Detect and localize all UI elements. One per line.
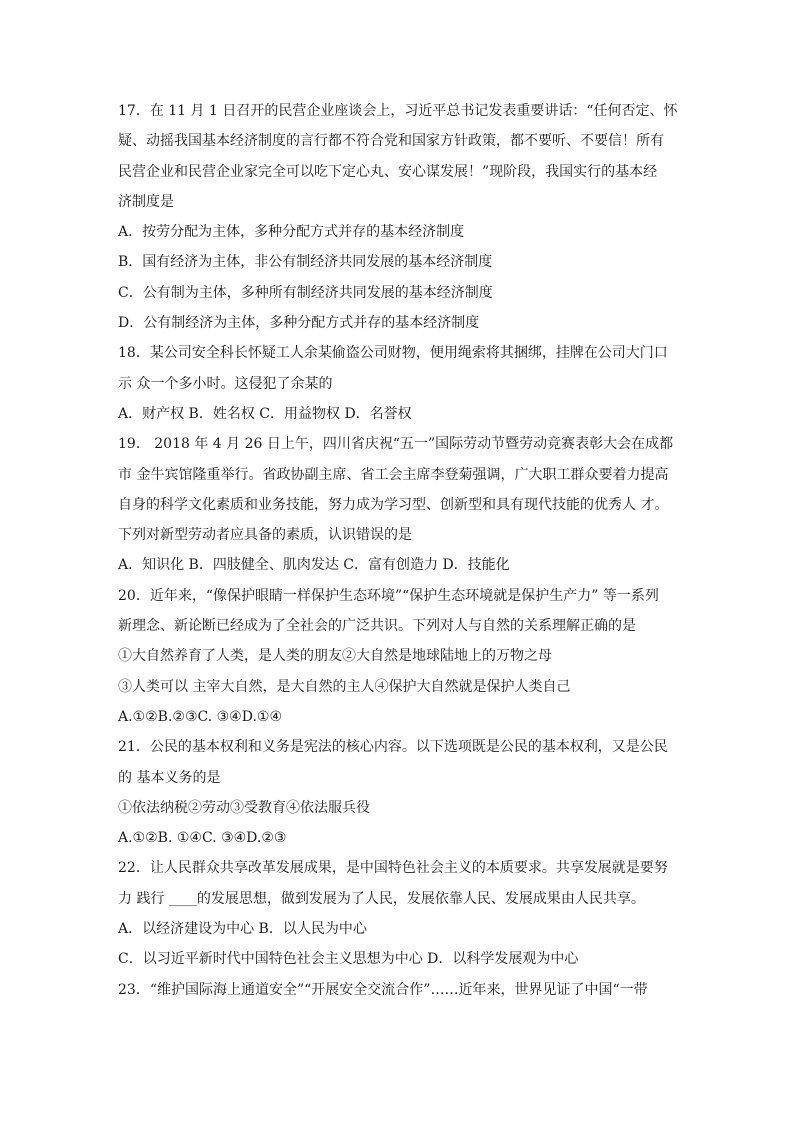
text-line-15: 下列对新型劳动者应具备的素质，认识错误的是 [118,527,412,544]
text-line-6: B．国有经济为主体，非公有制经济共同发展的基本经济制度 [118,254,493,271]
text-line-28: A．以经济建设为中心 B．以人民为中心 [118,921,367,938]
text-line-20: ③人类可以 主宰大自然，是大自然的主人④保护大自然就是保护人类自己 [118,678,571,695]
text-line-4: 济制度是 [118,193,174,210]
text-line-17: 20．近年来，“像保护眼睛一样保护生态环境”“保护生态环境就是保护生产力” 等一系列 [118,587,659,604]
text-line-18: 新理念、新论断已经成为了全社会的广泛共识。下列对人与自然的关系理解正确的是 [118,618,636,635]
text-line-8: D．公有制经济为主体，多种分配方式并存的基本经济制度 [118,315,480,332]
text-line-11: A．财产权 B．姓名权 C．用益物权 D．名誉权 [118,405,412,422]
text-line-2: 疑、动摇我国基本经济制度的言行都不符合党和国家方针政策，都不要听、不要信！所有 [118,133,664,150]
text-line-29: C．以习近平新时代中国特色社会主义思想为中心 D．以科学发展观为中心 [118,951,579,968]
text-line-5: A．按劳分配为主体，多种分配方式并存的基本经济制度 [118,224,465,241]
text-line-13: 市 金牛宾馆隆重举行。省政协副主席、省工会主席李登菊强调，广大职工群众要着力提高 [118,466,669,483]
text-line-30: 23．“维护国际海上通道安全”“开展安全交流合作”……近年来，世界见证了中国“一带 [118,981,648,998]
text-line-1: 17．在 11 月 1 日召开的民营企业座谈会上，习近平总书记发表重要讲话：“任何否定、怀 [118,103,678,119]
text-line-16: A．知识化 B．四肢健全、肌肉发达 C．富有创造力 D．技能化 [118,557,510,574]
text-line-9: 18．某公司安全科长怀疑工人余某偷盗公司财物，便用绳索将其捆绑，挂牌在公司大门口 [118,345,668,362]
text-line-21: A.①②B.②③C. ③④D.①④ [118,708,282,725]
text-line-26: 22．让人民群众共享改革发展成果，是中国特色社会主义的本质要求。共享发展就是要努 [118,860,668,877]
text-line-24: ①依法纳税②劳动③受教育④依法服兵役 [118,799,370,816]
text-line-12: 19． 2018 年 4 月 26 日上午，四川省庆祝“五一”国际劳动节暨劳动竞赛表彰大会在成都 [118,436,674,453]
document-page [118,96,678,1005]
text-line-19: ①大自然养育了人类，是人类的朋友②大自然是地球陆地上的万物之母 [118,648,552,665]
text-line-25: A.①②B. ①④C. ③④D.②③ [118,830,287,847]
text-line-22: 21．公民的基本权利和义务是宪法的核心内容。以下选项既是公民的基本权利，又是公民 [118,739,668,756]
text-line-3: 民营企业和民营企业家完全可以吃下定心丸、安心谋发展！”现阶段，我国实行的基本经 [118,163,658,180]
text-line-27: 力 践行 ____的发展思想，做到发展为了人民，发展依靠人民、发展成果由人民共享。 [118,890,645,907]
text-line-10: 示 众一个多小时。这侵犯了余某的 [118,375,333,392]
text-line-7: C．公有制为主体，多种所有制经济共同发展的基本经济制度 [118,284,493,301]
text-line-14: 自身的科学文化素质和业务技能，努力成为学习型、创新型和具有现代技能的优秀人 才。 [118,496,669,513]
text-line-23: 的 基本义务的是 [118,769,221,786]
